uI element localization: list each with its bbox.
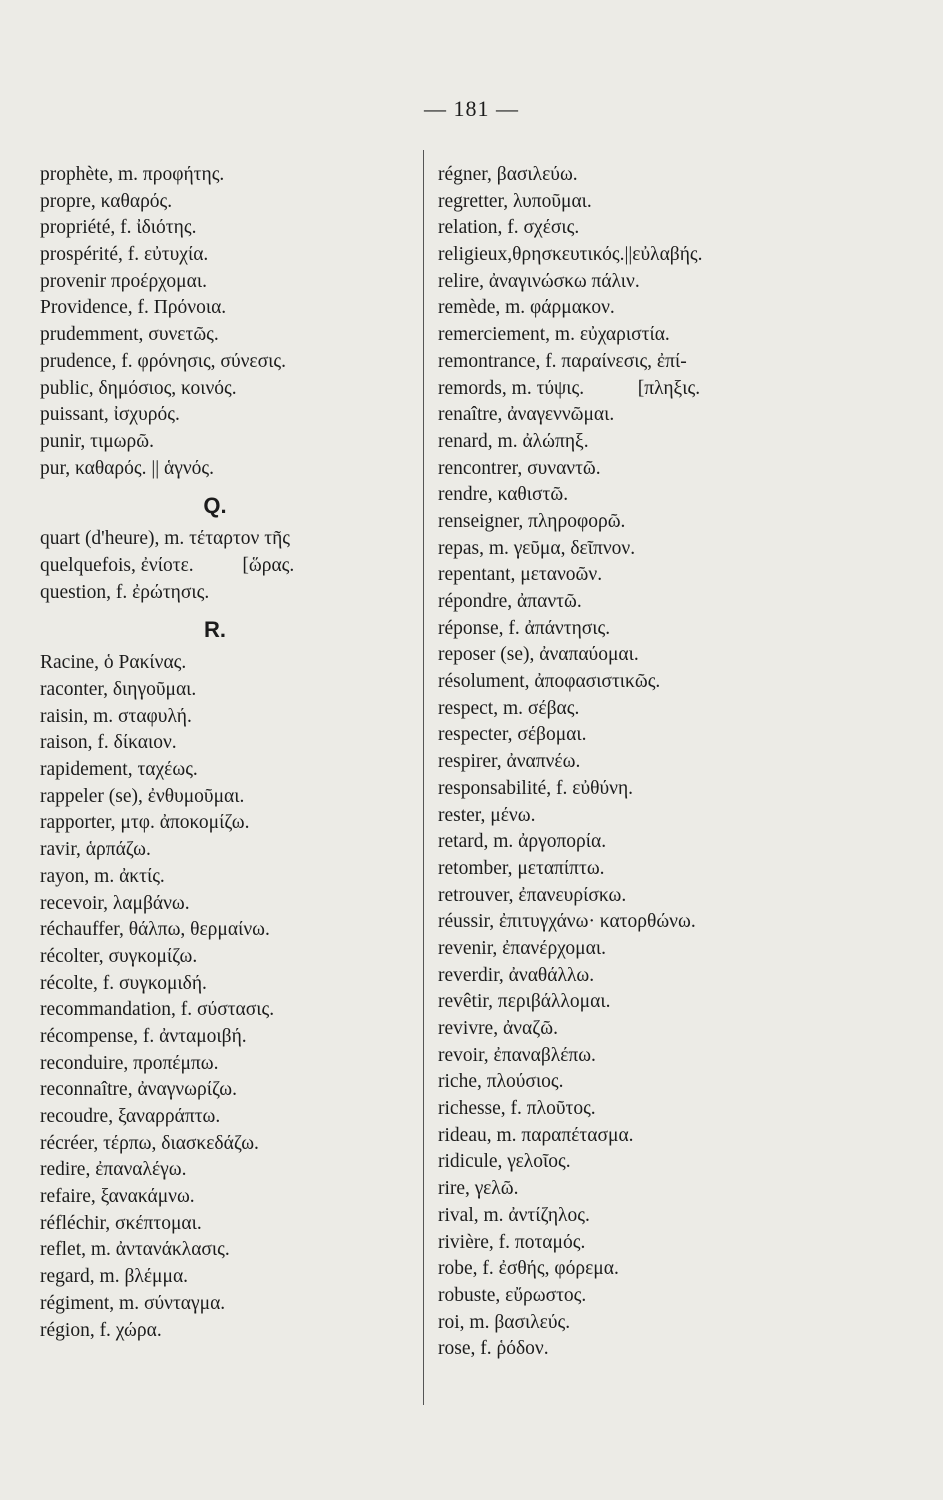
right-column — [438, 162, 818, 1363]
entry: regard, m. βλέμμα. — [40, 1266, 189, 1288]
entry: répondre, ἀπαντῶ. — [438, 591, 582, 612]
entry: renard, m. ἀλώπηξ. — [438, 430, 589, 452]
entry: rayon, m. ἀκτίς. — [40, 865, 165, 887]
entry: raconter, διηγοῦμαι. — [40, 679, 197, 700]
entry: retard, m. ἀργοπορία. — [438, 831, 607, 853]
entry: revivre, ἀναζῶ. — [438, 1018, 558, 1039]
entry: récréer, τέρπω, διασκεδάζω. — [40, 1132, 259, 1154]
entry: robe, f. ἐσθής, φόρεμα. — [438, 1258, 619, 1280]
entry: retomber, μεταπίπτω. — [438, 857, 605, 879]
entry: refaire, ξανακάμνω. — [40, 1186, 195, 1208]
entry: propriété, f. ἰδιότης. — [40, 217, 197, 239]
entry: recevoir, λαμβάνω. — [40, 892, 190, 914]
entries-q — [40, 526, 410, 606]
entry: repentant, μετανοῶν. — [438, 564, 603, 586]
entry: rose, f. ῥόδον. — [438, 1338, 549, 1360]
entry: richesse, f. πλοῦτος. — [438, 1098, 596, 1120]
entry: reflet, m. ἀντανάκλασις. — [40, 1239, 230, 1261]
entry: prudence, f. φρόνησις, σύνεσις. — [40, 350, 286, 372]
entry: rendre, καθιστῶ. — [438, 484, 569, 506]
entry: reposer (se), ἀναπαύομαι. — [438, 644, 639, 666]
entry: réchauffer, θάλπω, θερμαίνω. — [40, 919, 270, 941]
column-divider — [423, 150, 424, 1405]
entry: rapporter, μτφ. ἀποκομίζω. — [40, 812, 250, 834]
entry: rester, μένω. — [438, 804, 536, 826]
left-column — [40, 162, 410, 1344]
entry: régiment, m. σύνταγμα. — [40, 1292, 226, 1314]
entry: reconnaître, ἀναγνωρίζω. — [40, 1079, 238, 1101]
entry: relire, ἀναγινώσκω πάλιν. — [438, 270, 640, 292]
entry: récolte, f. συγκομιδή. — [40, 972, 207, 994]
entry: quart (d'heure), m. τέταρτον τῆς — [40, 528, 291, 550]
entry: réfléchir, σκέπτομαι. — [40, 1212, 202, 1234]
entry: remords, m. τύψις. [πληξις. — [438, 377, 701, 399]
entry: raison, f. δίκαιον. — [40, 732, 177, 754]
entry: puissant, ἰσχυρός. — [40, 404, 180, 426]
entry: rencontrer, συναντῶ. — [438, 457, 601, 479]
entry: recoudre, ξαναρράπτω. — [40, 1106, 221, 1127]
entry: ravir, ἁρπάζω. — [40, 839, 151, 861]
entry: région, f. χώρα. — [40, 1319, 162, 1341]
entry: propre, καθαρός. — [40, 190, 173, 212]
entry: Racine, ὁ Ρακίνας. — [40, 652, 187, 674]
entry: roi, m. βασιλεύς. — [438, 1311, 571, 1333]
entry: raisin, m. σταφυλή. — [40, 705, 192, 727]
entry: riche, πλούσιος. — [438, 1071, 564, 1093]
entry: regretter, λυποῦμαι. — [438, 190, 592, 212]
entry: retrouver, ἐπανευρίσκω. — [438, 884, 627, 906]
entry: prospérité, f. εὐτυχία. — [40, 244, 209, 266]
entry: réponse, f. ἀπάντησις. — [438, 617, 611, 639]
entry: religieux,θρησκευτικός.||εὐλαβής. — [438, 244, 703, 266]
page-number: — 181 — — [424, 96, 519, 121]
entry: revêtir, περιβάλλομαι. — [438, 991, 611, 1013]
entry: provenir προέρχομαι. — [40, 270, 207, 292]
entry: respecter, σέβομαι. — [438, 724, 587, 746]
entry: rivière, f. ποταμός. — [438, 1231, 586, 1253]
entry: respirer, ἀναπνέω. — [438, 751, 581, 773]
entry: rideau, m. παραπέτασμα. — [438, 1124, 634, 1146]
entry: reverdir, ἀναθάλλω. — [438, 964, 595, 986]
entry: pur, καθαρός. || ἁγνός. — [40, 457, 215, 479]
entry: Providence, f. Πρόνοια. — [40, 297, 227, 319]
entry: question, f. ἐρώτησις. — [40, 581, 210, 603]
entry: redire, ἐπαναλέγω. — [40, 1159, 187, 1181]
entry: robuste, εὔρωστος. — [438, 1284, 587, 1306]
entry: relation, f. σχέσις. — [438, 217, 580, 239]
entry: rapidement, ταχέως. — [40, 759, 198, 781]
entries-r — [40, 650, 410, 1344]
entry: responsabilité, f. εὐθύνη. — [438, 777, 634, 799]
entry: rappeler (se), ἐνθυμοῦμαι. — [40, 785, 245, 807]
entry: récolter, συγκομίζω. — [40, 945, 198, 967]
entry: reconduire, προπέμπω. — [40, 1052, 219, 1074]
entry: prophète, m. προφήτης. — [40, 164, 225, 185]
entries-p — [40, 162, 410, 482]
entry: punir, τιμωρῶ. — [40, 430, 154, 452]
entry: réussir, ἐπιτυγχάνω· κατορθώνω. — [438, 911, 696, 933]
entry: renseigner, πληροφορῶ. — [438, 510, 626, 532]
entry: remède, m. φάρμακον. — [438, 297, 615, 319]
entry: récompense, f. ἀνταμοιβή. — [40, 1025, 247, 1047]
entry: prudemment, συνετῶς. — [40, 324, 219, 346]
entry: remerciement, m. εὐχαριστία. — [438, 324, 670, 346]
section-heading-r: R. — [204, 617, 226, 643]
entry: remontrance, f. παραίνεσις, ἐπί- — [438, 350, 687, 372]
entry: quelquefois, ἐνίοτε. [ὥρας. — [40, 554, 295, 576]
entry: ridicule, γελοῖος. — [438, 1151, 571, 1173]
entry: revenir, ἐπανέρχομαι. — [438, 937, 606, 959]
entry: recommandation, f. σύστασις. — [40, 999, 275, 1021]
entry: rival, m. ἀντίζηλος. — [438, 1204, 590, 1226]
entry: régner, βασιλεύω. — [438, 164, 578, 185]
section-heading-q: Q. — [203, 493, 227, 519]
entry: renaître, ἀναγεννῶμαι. — [438, 404, 615, 426]
entry: résolument, ἀποφασιστικῶς. — [438, 671, 661, 693]
entry: respect, m. σέβας. — [438, 697, 580, 719]
entry: repas, m. γεῦμα, δεῖπνον. — [438, 537, 636, 559]
entry: revoir, ἐπαναβλέπω. — [438, 1044, 596, 1066]
entry: rire, γελῶ. — [438, 1178, 519, 1200]
entry: public, δημόσιος, κοινός. — [40, 377, 237, 399]
